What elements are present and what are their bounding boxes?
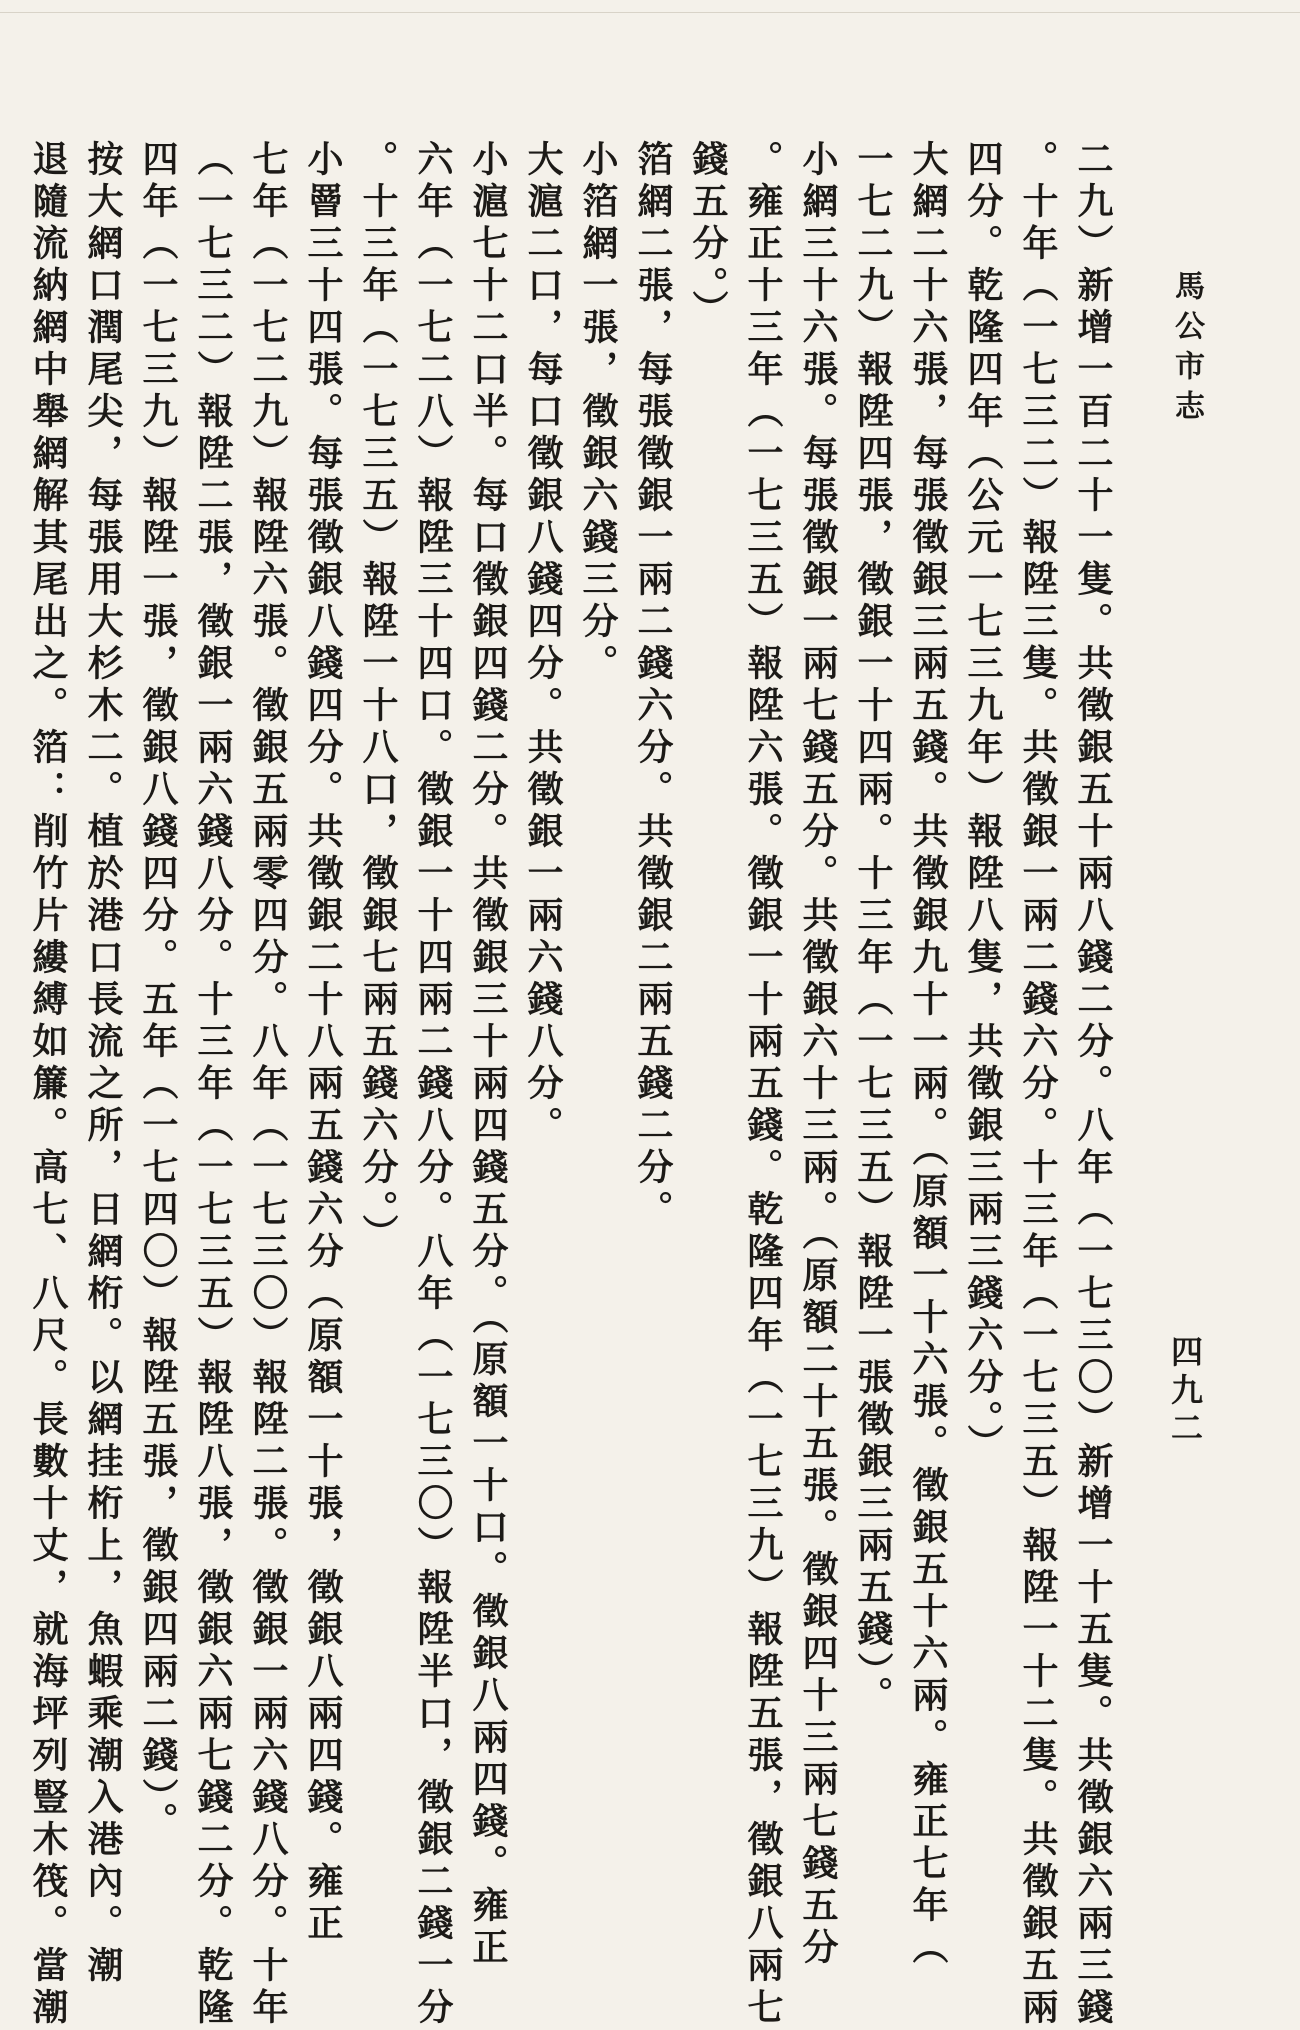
text-column: 箔網二張，每張徵銀一兩二錢六分。共徵銀二兩五錢二分。 bbox=[632, 140, 674, 1232]
text-column: 退隨流納網中舉網解其尾出之。箔：削竹片縷縛如簾。高七、八尺。長數十丈，就海坪列豎木筏。當潮 bbox=[27, 140, 69, 2030]
text-column: 二九）新增一百二十一隻。共徵銀五十兩八錢二分。八年（一七三〇）新增一十五隻。共徵銀六兩三錢 bbox=[1072, 140, 1114, 2030]
vertical-text-block bbox=[27, 140, 1120, 2030]
text-column: 一七二九）報陞四張，徵銀一十四兩。十三年（一七三五）報陞一張徵銀三兩五錢）。 bbox=[852, 140, 894, 1718]
text-column: 小罾三十四張。每張徵銀八錢四分。共徵銀二十八兩五錢六分（原額一十張，徵銀八兩四錢。雍正 bbox=[302, 140, 344, 1946]
running-header: 馬公市志 bbox=[1169, 270, 1204, 430]
text-column: 六年（一七二八）報陞三十四口。徵銀一十四兩二錢八分。八年（一七三〇）報陞半口，徵銀二錢一分 bbox=[412, 140, 454, 2030]
text-column: 大網二十六張，每張徵銀三兩五錢。共徵銀九十一兩。（原額一十六張。徵銀五十六兩。雍正七年（ bbox=[907, 140, 949, 1970]
text-column: （一七三二）報陞二張，徵銀一兩六錢八分。十三年（一七三五）報陞八張，徵銀六兩七錢二分。乾隆 bbox=[192, 140, 234, 2030]
text-column: 七年（一七二九）報陞六張。徵銀五兩零四分。八年（一七三〇）報陞二張。徵銀一兩六錢八分。十年 bbox=[247, 140, 289, 2030]
text-column: 四年（一七三九）報陞一張，徵銀八錢四分。五年（一七四〇）報陞五張，徵銀四兩二錢）。 bbox=[137, 140, 179, 1844]
text-column: 。十年（一七三二）報陞三隻。共徵銀一兩二錢六分。十三年（一七三五）報陞一十二隻。共徵銀五兩 bbox=[1017, 140, 1059, 2030]
text-column: 錢五分。） bbox=[687, 140, 729, 332]
text-column: 按大網口潤尾尖，每張用大杉木二。植於港口長流之所，日網桁。以網挂桁上，魚蝦乘潮入港內。潮 bbox=[82, 140, 124, 1988]
page-number: 四九二 bbox=[1166, 1335, 1204, 1449]
page-edge-rule bbox=[0, 12, 1300, 13]
text-column: 大滬二口，每口徵銀八錢四分。共徵銀一兩六錢八分。 bbox=[522, 140, 564, 1148]
text-column: 四分。乾隆四年（公元一七三九年）報陞八隻，共徵銀三兩三錢六分。） bbox=[962, 140, 1004, 1466]
text-column: 。十三年（一七三五）報陞一十八口，徵銀七兩五錢六分。） bbox=[357, 140, 399, 1256]
text-column: 小箔網一張，徵銀六錢三分。 bbox=[577, 140, 619, 686]
text-column: 小滬七十二口半。每口徵銀四錢二分。共徵銀三十兩四錢五分。（原額一十口。徵銀八兩四錢。雍正 bbox=[467, 140, 509, 1970]
text-column: 小網三十六張。每張徵銀一兩七錢五分。共徵銀六十三兩。（原額二十五張。徵銀四十三兩七錢五分 bbox=[797, 140, 839, 1970]
text-column: 。雍正十三年（一七三五）報陞六張。徵銀一十兩五錢。乾隆四年（一七三九）報陞五張，徵銀八兩七 bbox=[742, 140, 784, 2030]
